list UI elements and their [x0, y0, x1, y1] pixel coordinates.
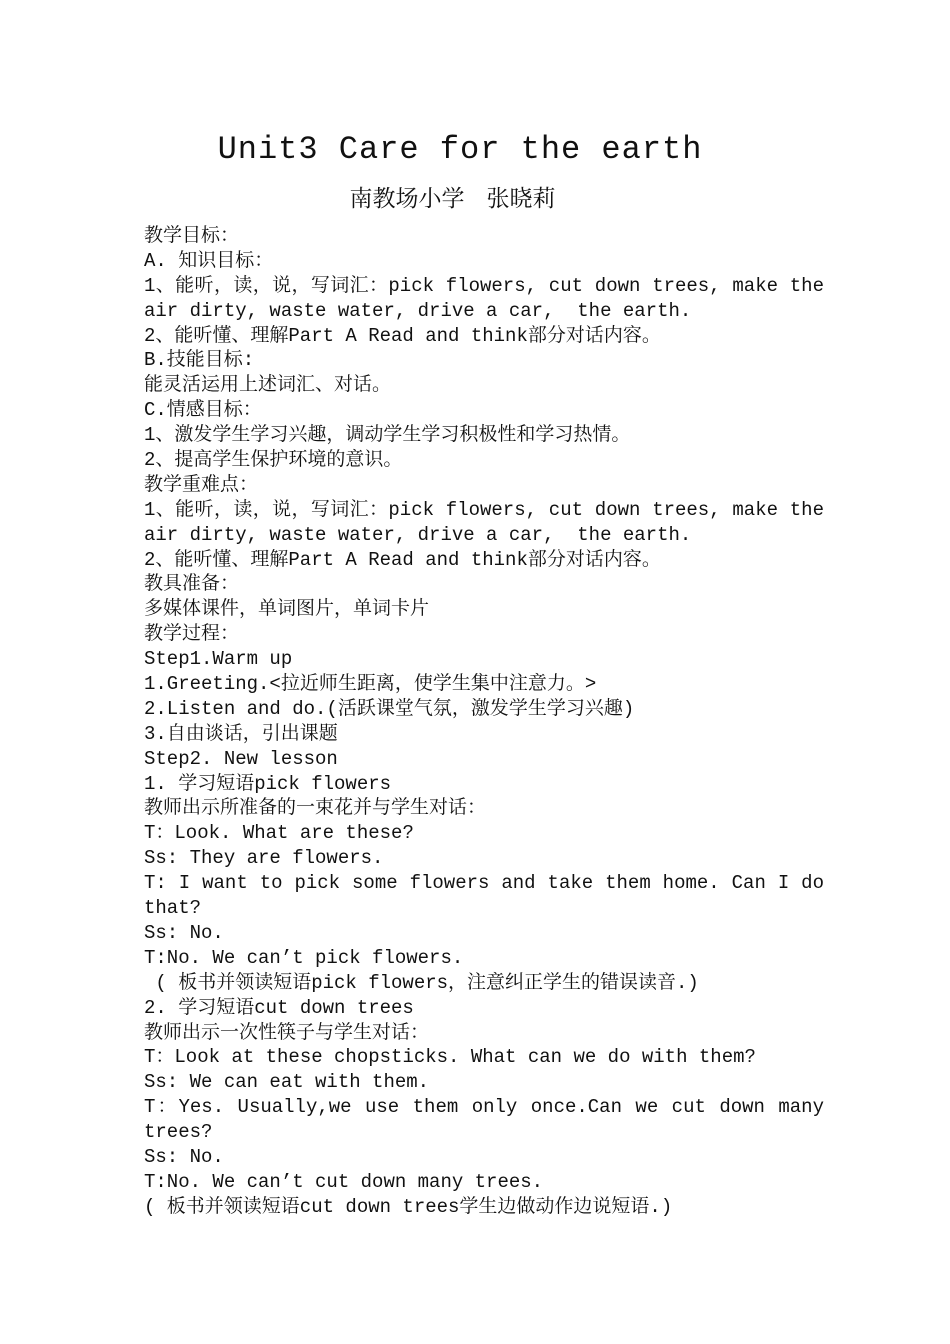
text-line: A. 知识目标：	[144, 249, 274, 272]
text-line: 1. 学习短语pick flowers	[144, 772, 392, 795]
text-line: 教学重难点：	[144, 473, 259, 496]
text-line: ( 板书并领读短语cut down trees学生边做动作边说短语.)	[144, 1195, 673, 1218]
text-line: T：Yes. Usually,we use them only once.Can we cut down many	[144, 1096, 824, 1119]
text-line: 1、能听，读，说，写词汇：pick flowers, cut down trees, make the	[144, 274, 824, 297]
text-line: air dirty, waste water, drive a car, the earth.	[144, 299, 692, 322]
document-title: Unit3 Care for the earth	[217, 131, 703, 168]
text-line: ( 板书并领读短语pick flowers，注意纠正学生的错误读音.)	[144, 971, 699, 994]
text-line: Step2. New lesson	[144, 747, 338, 770]
text-line: 教师出示所准备的一束花并与学生对话：	[144, 797, 487, 820]
text-line: Ss: They are flowers.	[144, 847, 384, 870]
text-line: T:No. We can’t pick flowers.	[144, 946, 464, 969]
text-line: Step1.Warm up	[144, 648, 293, 671]
text-line: 教具准备：	[144, 573, 240, 596]
text-line: 1、激发学生学习兴趣，调动学生学习积极性和学习热情。	[144, 424, 631, 447]
text-line: 2. 学习短语cut down trees	[144, 996, 414, 1019]
document-body	[144, 224, 824, 1220]
text-line: that?	[144, 897, 202, 920]
text-line: 2、提高学生保护环境的意识。	[144, 449, 403, 472]
text-line: T: I want to pick some flowers and take them home. Can I do	[144, 872, 824, 895]
text-line: T:No. We can’t cut down many trees.	[144, 1170, 544, 1193]
text-line: 能灵活运用上述词汇、对话。	[144, 374, 392, 397]
text-line: 3.自由谈话，引出课题	[144, 722, 338, 745]
text-line: T：Look at these chopsticks. What can we do with them?	[144, 1046, 756, 1069]
text-line: air dirty, waste water, drive a car, the earth.	[144, 523, 692, 546]
text-line: 1、能听，读，说，写词汇：pick flowers, cut down trees, make the	[144, 498, 824, 521]
text-line: C.情感目标：	[144, 399, 262, 422]
text-line: 1.Greeting.<拉近师生距离，使学生集中注意力。>	[144, 673, 597, 696]
text-line: 2、能听懂、理解Part A Read and think部分对话内容。	[144, 548, 661, 571]
text-line: Ss: No.	[144, 1145, 224, 1168]
text-line: 教师出示一次性筷子与学生对话：	[144, 1021, 430, 1044]
text-line: Ss: No.	[144, 921, 224, 944]
text-line: 多媒体课件，单词图片，单词卡片	[144, 598, 430, 621]
text-line: B.技能目标:	[144, 349, 255, 372]
text-line: 教学过程：	[144, 623, 240, 646]
text-line: trees?	[144, 1121, 213, 1144]
text-line: T：Look. What are these?	[144, 822, 414, 845]
text-line: 2、能听懂、理解Part A Read and think部分对话内容。	[144, 324, 661, 347]
text-line: 2.Listen and do.(活跃课堂气氛，激发学生学习兴趣)	[144, 697, 635, 720]
text-line: 教学目标：	[144, 225, 240, 247]
text-line: Ss: We can eat with them.	[144, 1071, 430, 1094]
author-line: 南教场小学 张晓莉	[349, 186, 556, 212]
